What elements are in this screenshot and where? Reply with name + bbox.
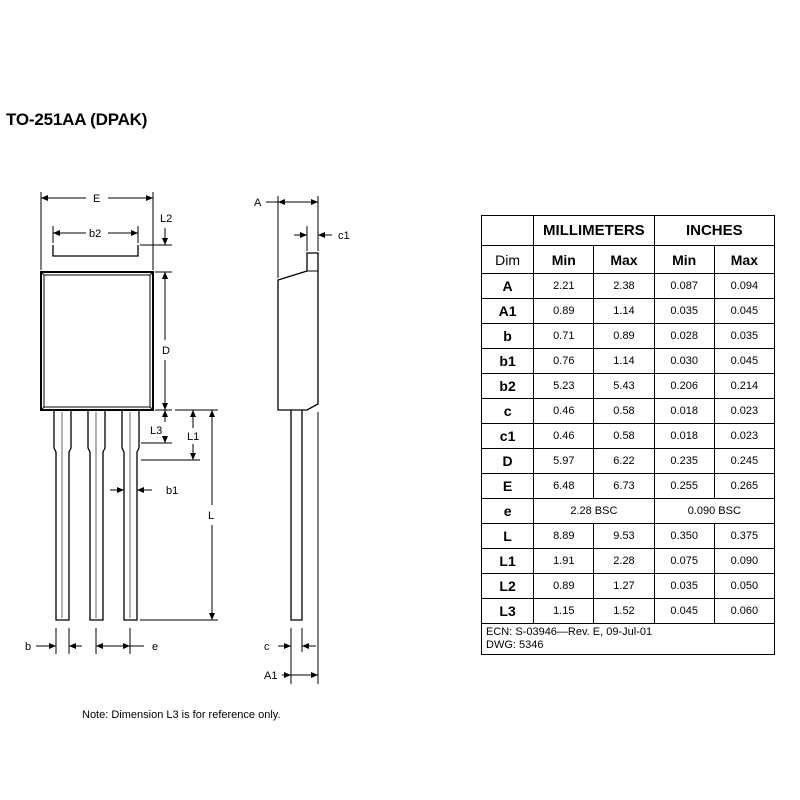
mm-max-cell: 1.14 [594, 349, 654, 374]
dim-cell: D [482, 449, 534, 474]
header-dim: Dim [482, 246, 534, 274]
table-row [482, 549, 775, 574]
dim-cell: A1 [482, 299, 534, 324]
mm-min-cell: 0.71 [534, 324, 594, 349]
dim-cell: b1 [482, 349, 534, 374]
table-row [482, 424, 775, 449]
header-in-max: Max [714, 246, 774, 274]
in-max-cell: 0.023 [714, 424, 774, 449]
table-row [482, 299, 775, 324]
dim-label-b: b [25, 641, 32, 653]
in-min-cell: 0.035 [654, 574, 714, 599]
dwg-text: DWG: 5346 [486, 639, 544, 651]
mm-max-cell: 0.58 [594, 424, 654, 449]
table-row [482, 399, 775, 424]
dim-label-e: e [152, 641, 159, 653]
mm-min-cell: 0.46 [534, 399, 594, 424]
dim-cell: A [482, 274, 534, 299]
mm-max-cell: 9.53 [594, 524, 654, 549]
mm-min-cell: 1.15 [534, 599, 594, 624]
dim-cell: L [482, 524, 534, 549]
reference-note: Note: Dimension L3 is for reference only. [82, 709, 281, 721]
in-min-cell: 0.087 [654, 274, 714, 299]
table-row [482, 499, 775, 524]
mm-max-cell: 1.27 [594, 574, 654, 599]
table-row [482, 374, 775, 399]
header-in-min: Min [654, 246, 714, 274]
dim-label-L2: L2 [160, 213, 173, 225]
in-min-cell: 0.028 [654, 324, 714, 349]
table-row [482, 574, 775, 599]
in-min-cell: 0.035 [654, 299, 714, 324]
table-row [482, 324, 775, 349]
in-min-cell: 0.235 [654, 449, 714, 474]
in-bsc-cell: 0.090 BSC [654, 499, 774, 524]
dim-label-A: A [254, 197, 262, 209]
mm-min-cell: 5.23 [534, 374, 594, 399]
dim-cell: L1 [482, 549, 534, 574]
header-blank [482, 216, 534, 246]
dim-cell: L2 [482, 574, 534, 599]
in-max-cell: 0.094 [714, 274, 774, 299]
header-mm-max: Max [594, 246, 654, 274]
in-max-cell: 0.035 [714, 324, 774, 349]
mm-min-cell: 5.97 [534, 449, 594, 474]
mm-min-cell: 2.21 [534, 274, 594, 299]
table-row [482, 449, 775, 474]
table-row [482, 524, 775, 549]
dim-label-c1: c1 [338, 230, 350, 242]
in-min-cell: 0.075 [654, 549, 714, 574]
in-max-cell: 0.023 [714, 399, 774, 424]
dim-label-L: L [208, 510, 215, 522]
in-min-cell: 0.350 [654, 524, 714, 549]
table-footer [482, 624, 775, 655]
in-max-cell: 0.245 [714, 449, 774, 474]
in-min-cell: 0.255 [654, 474, 714, 499]
ecn-text: ECN: S-03946—Rev. E, 09-Jul-01 [486, 626, 653, 638]
dim-cell: L3 [482, 599, 534, 624]
dim-label-E: E [93, 193, 101, 205]
mm-max-cell: 1.14 [594, 299, 654, 324]
in-max-cell: 0.214 [714, 374, 774, 399]
dim-label-b2: b2 [89, 228, 102, 240]
mm-max-cell: 0.89 [594, 324, 654, 349]
dim-label-L3: L3 [150, 425, 163, 437]
in-min-cell: 0.045 [654, 599, 714, 624]
mm-max-cell: 5.43 [594, 374, 654, 399]
header-mm-min: Min [534, 246, 594, 274]
table-row [482, 349, 775, 374]
table-row [482, 474, 775, 499]
mm-max-cell: 2.38 [594, 274, 654, 299]
dim-label-b1: b1 [166, 485, 179, 497]
in-min-cell: 0.018 [654, 424, 714, 449]
in-max-cell: 0.265 [714, 474, 774, 499]
dim-cell: c1 [482, 424, 534, 449]
mm-max-cell: 2.28 [594, 549, 654, 574]
mm-min-cell: 1.91 [534, 549, 594, 574]
mm-min-cell: 8.89 [534, 524, 594, 549]
mm-bsc-cell: 2.28 BSC [534, 499, 654, 524]
mm-max-cell: 6.22 [594, 449, 654, 474]
mm-min-cell: 0.89 [534, 574, 594, 599]
table-row [482, 274, 775, 299]
in-min-cell: 0.030 [654, 349, 714, 374]
mm-min-cell: 0.46 [534, 424, 594, 449]
dim-cell: e [482, 499, 534, 524]
in-max-cell: 0.045 [714, 299, 774, 324]
header-inches: INCHES [654, 216, 774, 246]
mm-max-cell: 0.58 [594, 399, 654, 424]
in-min-cell: 0.018 [654, 399, 714, 424]
dim-cell: b [482, 324, 534, 349]
in-max-cell: 0.060 [714, 599, 774, 624]
in-max-cell: 0.045 [714, 349, 774, 374]
mm-max-cell: 1.52 [594, 599, 654, 624]
dim-cell: b2 [482, 374, 534, 399]
page-title: TO-251AA (DPAK) [6, 110, 148, 129]
in-min-cell: 0.206 [654, 374, 714, 399]
dim-cell: E [482, 474, 534, 499]
table-row [482, 599, 775, 624]
dim-label-D: D [162, 345, 170, 357]
in-max-cell: 0.050 [714, 574, 774, 599]
mm-min-cell: 0.89 [534, 299, 594, 324]
mm-min-cell: 6.48 [534, 474, 594, 499]
in-max-cell: 0.090 [714, 549, 774, 574]
header-millimeters: MILLIMETERS [534, 216, 654, 246]
mm-min-cell: 0.76 [534, 349, 594, 374]
dim-cell: c [482, 399, 534, 424]
dimensions-table [481, 215, 775, 655]
mm-max-cell: 6.73 [594, 474, 654, 499]
dim-label-L1: L1 [187, 431, 200, 443]
table-body [482, 274, 775, 624]
dim-label-A1: A1 [264, 670, 278, 682]
dim-label-c: c [264, 641, 270, 653]
in-max-cell: 0.375 [714, 524, 774, 549]
